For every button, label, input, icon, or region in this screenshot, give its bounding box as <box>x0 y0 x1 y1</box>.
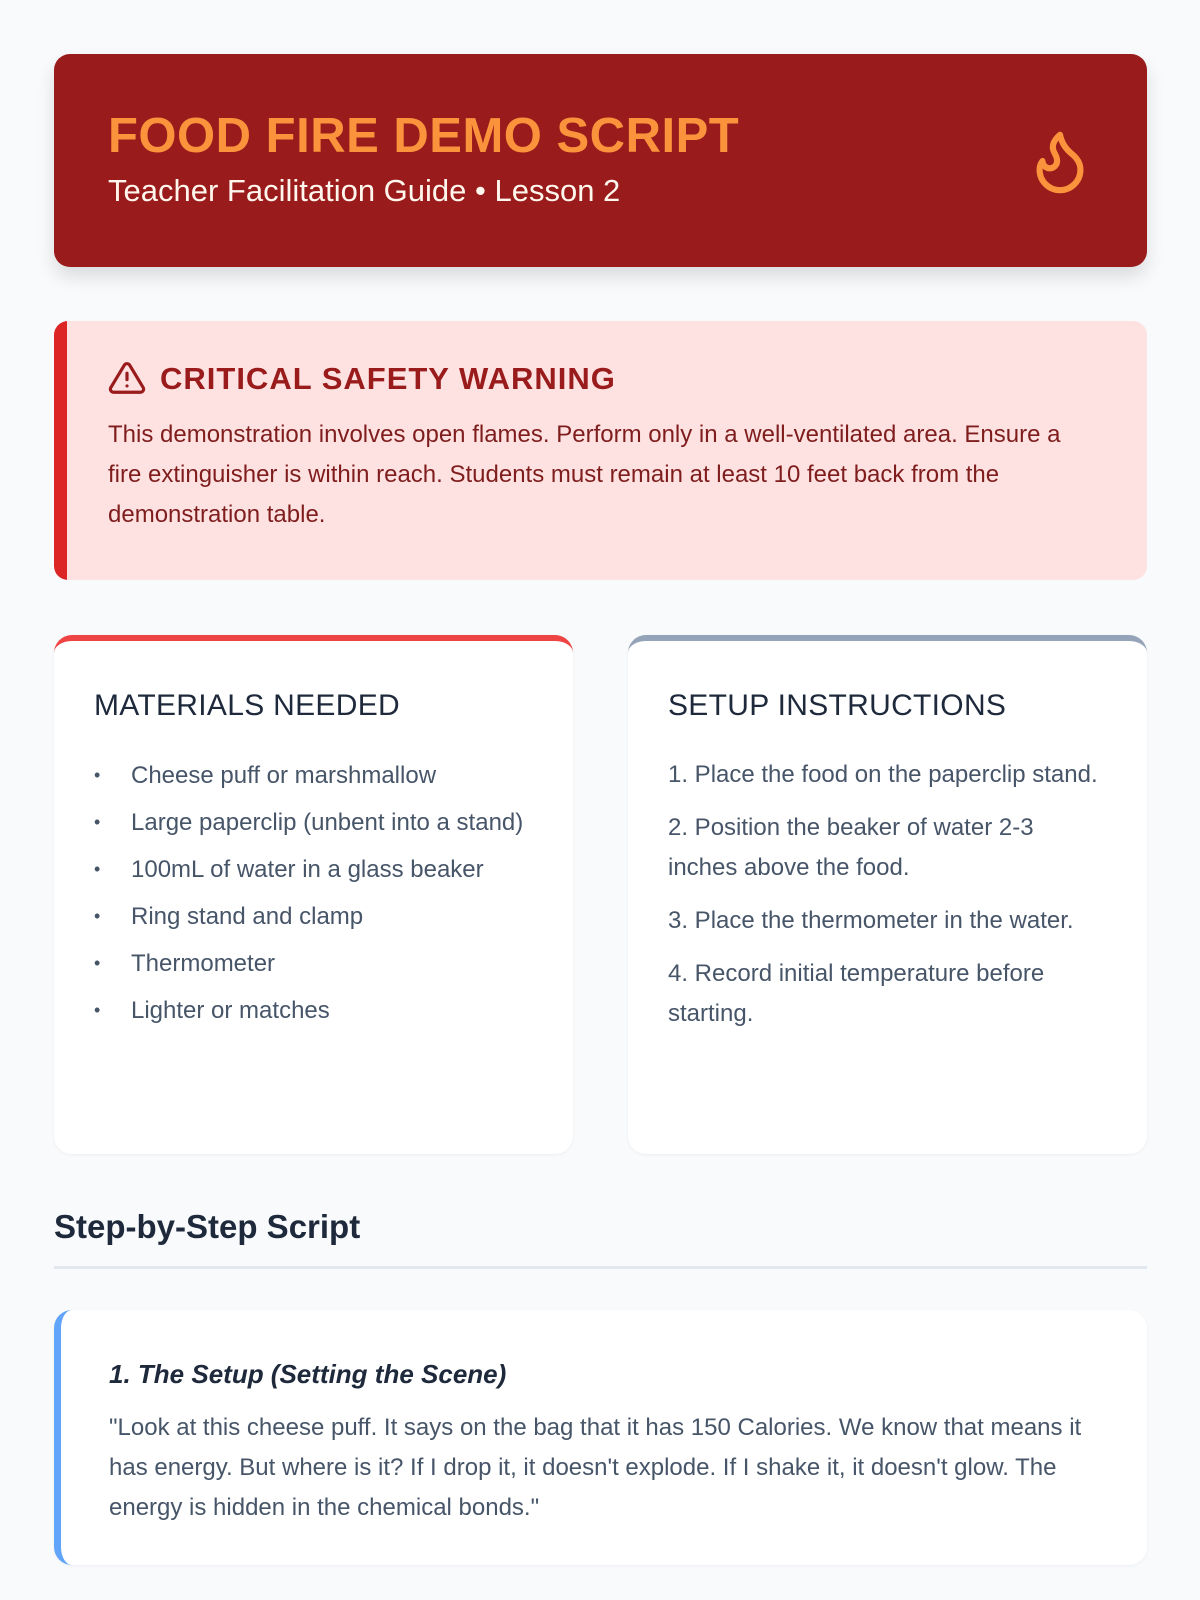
setup-card <box>628 635 1147 1154</box>
safety-warning-title: CRITICAL SAFETY WARNING <box>160 360 616 396</box>
list-item <box>94 896 533 937</box>
bullet-icon: • <box>94 906 101 926</box>
list-item <box>94 990 533 1031</box>
material-item: 100mL of water in a glass beaker <box>131 856 484 883</box>
bullet-icon: • <box>94 859 101 879</box>
bullet-icon: • <box>94 953 101 973</box>
materials-card <box>54 635 573 1154</box>
page-subtitle: Teacher Facilitation Guide • Lesson 2 <box>108 173 621 208</box>
setup-title: SETUP INSTRUCTIONS <box>668 689 1007 722</box>
bullet-icon: • <box>94 812 101 832</box>
safety-warning-text: This demonstration involves open flames. Perform only in a well-ventilated area. Ensure a fire extinguisher is within reach. Students must remain at least 10 feet back from the demonstration table. <box>108 421 1061 528</box>
title-banner <box>54 54 1147 267</box>
material-item: Lighter or matches <box>131 997 330 1024</box>
materials-title: MATERIALS NEEDED <box>94 689 400 722</box>
material-item: Ring stand and clamp <box>131 903 364 930</box>
material-item: Large paperclip (unbent into a stand) <box>131 809 524 836</box>
script-step-card <box>54 1310 1147 1565</box>
setup-steps-list <box>668 755 1107 1034</box>
list-item <box>94 849 533 890</box>
material-item: Cheese puff or marshmallow <box>131 762 437 789</box>
list-item <box>94 755 533 796</box>
list-item <box>94 943 533 984</box>
safety-warning-box <box>54 321 1147 580</box>
bullet-icon: • <box>94 1000 101 1020</box>
bullet-icon: • <box>94 765 101 785</box>
setup-step: 3. Place the thermometer in the water. <box>668 907 1074 934</box>
list-item <box>94 802 533 843</box>
material-item: Thermometer <box>131 950 276 977</box>
safety-warning-header <box>108 359 1093 397</box>
warning-triangle-icon <box>108 359 146 397</box>
section-divider <box>54 1266 1147 1269</box>
script-step-heading: 1. The Setup (Setting the Scene) <box>109 1359 507 1389</box>
script-step-text: "Look at this cheese puff. It says on the bag that it has 150 Calories. We know that means it has energy. But where is it? If I drop it, it doesn't explode. If I shake it, it doesn't glow. The energy is hidden in the chemical bonds." <box>109 1413 1082 1521</box>
flame-icon <box>1025 126 1095 196</box>
setup-step: 4. Record initial temperature before starting. <box>668 960 1045 1027</box>
page-title: FOOD FIRE DEMO SCRIPT <box>108 109 740 163</box>
setup-step: 1. Place the food on the paperclip stand. <box>668 761 1098 788</box>
materials-list <box>94 755 533 1031</box>
script-section-title: Step-by-Step Script <box>54 1208 361 1245</box>
setup-step: 2. Position the beaker of water 2-3 inches above the food. <box>668 814 1034 881</box>
